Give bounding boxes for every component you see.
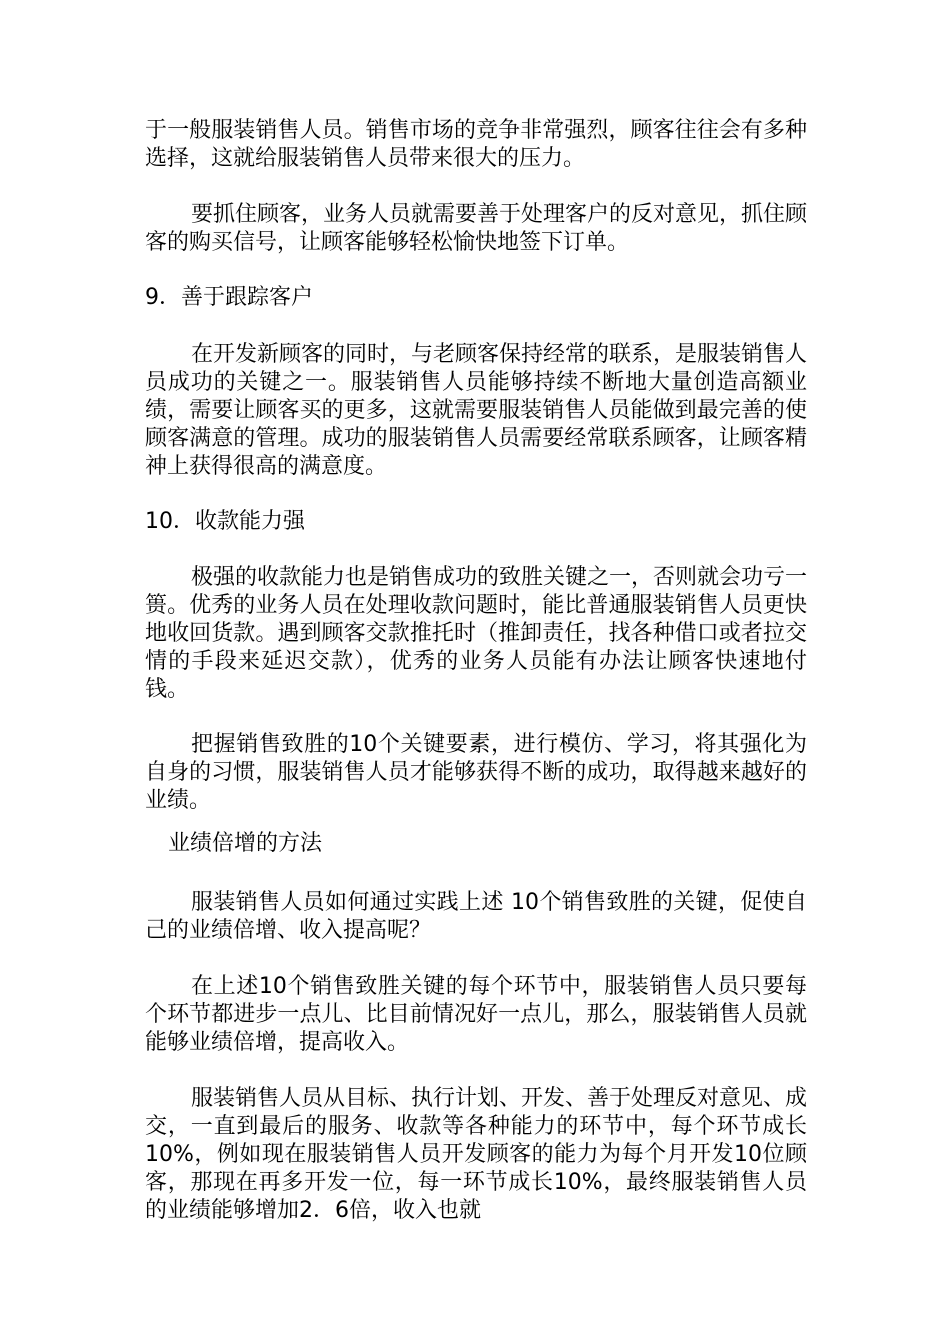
- paragraph-how-to-double: 服装销售人员如何通过实践上述 10个销售致胜的关键，促使自己的业绩倍增、收入提高呢？: [145, 890, 807, 943]
- paragraph-each-step: 在上述10个销售致胜关键的每个环节中，服装销售人员只要每个环节都进步一点儿、比目前情况好一点儿，那么，服装销售人员就能够业绩倍增，提高收入。: [145, 974, 807, 1055]
- paragraph-continuation: 于一般服装销售人员。销售市场的竞争非常强烈，顾客往往会有多种选择，这就给服装销售人员带来很大的压力。: [145, 118, 807, 171]
- paragraph-collection: 极强的收款能力也是销售成功的致胜关键之一，否则就会功亏一篑。优秀的业务人员在处理收款问题时，能比普通服装销售人员更快地收回货款。遇到顾客交款推托时（推卸责任，找各种借口或者拉交情的手段来延迟交款），优秀的业务人员能有办法让顾客快速地付钱。: [145, 565, 808, 702]
- paragraph-growth-example: 服装销售人员从目标、执行计划、开发、善于处理反对意见、成交，一直到最后的服务、收款等各种能力的环节中，每个环节成长10%，例如现在服装销售人员开发顾客的能力为每个月开发10位顾客，那现在再多开发一位，每一环节成长10%，最终服装销售人员的业绩能够增加2．6倍，收入也就: [145, 1086, 808, 1223]
- heading-double-performance: 业绩倍增的方法: [168, 831, 323, 856]
- heading-collection-ability: 10．收款能力强: [145, 509, 305, 534]
- paragraph-follow-up: 在开发新顾客的同时，与老顾客保持经常的联系，是服装销售人员成功的关键之一。服装销售人员能够持续不断地大量创造高额业绩，需要让顾客买的更多，这就需要服装销售人员能做到最完善的使顾客满意的管理。成功的服装销售人员需要经常联系顾客，让顾客精神上获得很高的满意度。: [145, 342, 808, 479]
- paragraph-grab-customer: 要抓住顾客，业务人员就需要善于处理客户的反对意见，抓住顾客的购买信号，让顾客能够轻松愉快地签下订单。: [145, 202, 808, 255]
- paragraph-master-factors: 把握销售致胜的10个关键要素，进行模仿、学习，将其强化为自身的习惯，服装销售人员才能够获得不断的成功，取得越来越好的业绩。: [145, 732, 807, 813]
- heading-follow-customers: 9．善于跟踪客户: [145, 285, 313, 310]
